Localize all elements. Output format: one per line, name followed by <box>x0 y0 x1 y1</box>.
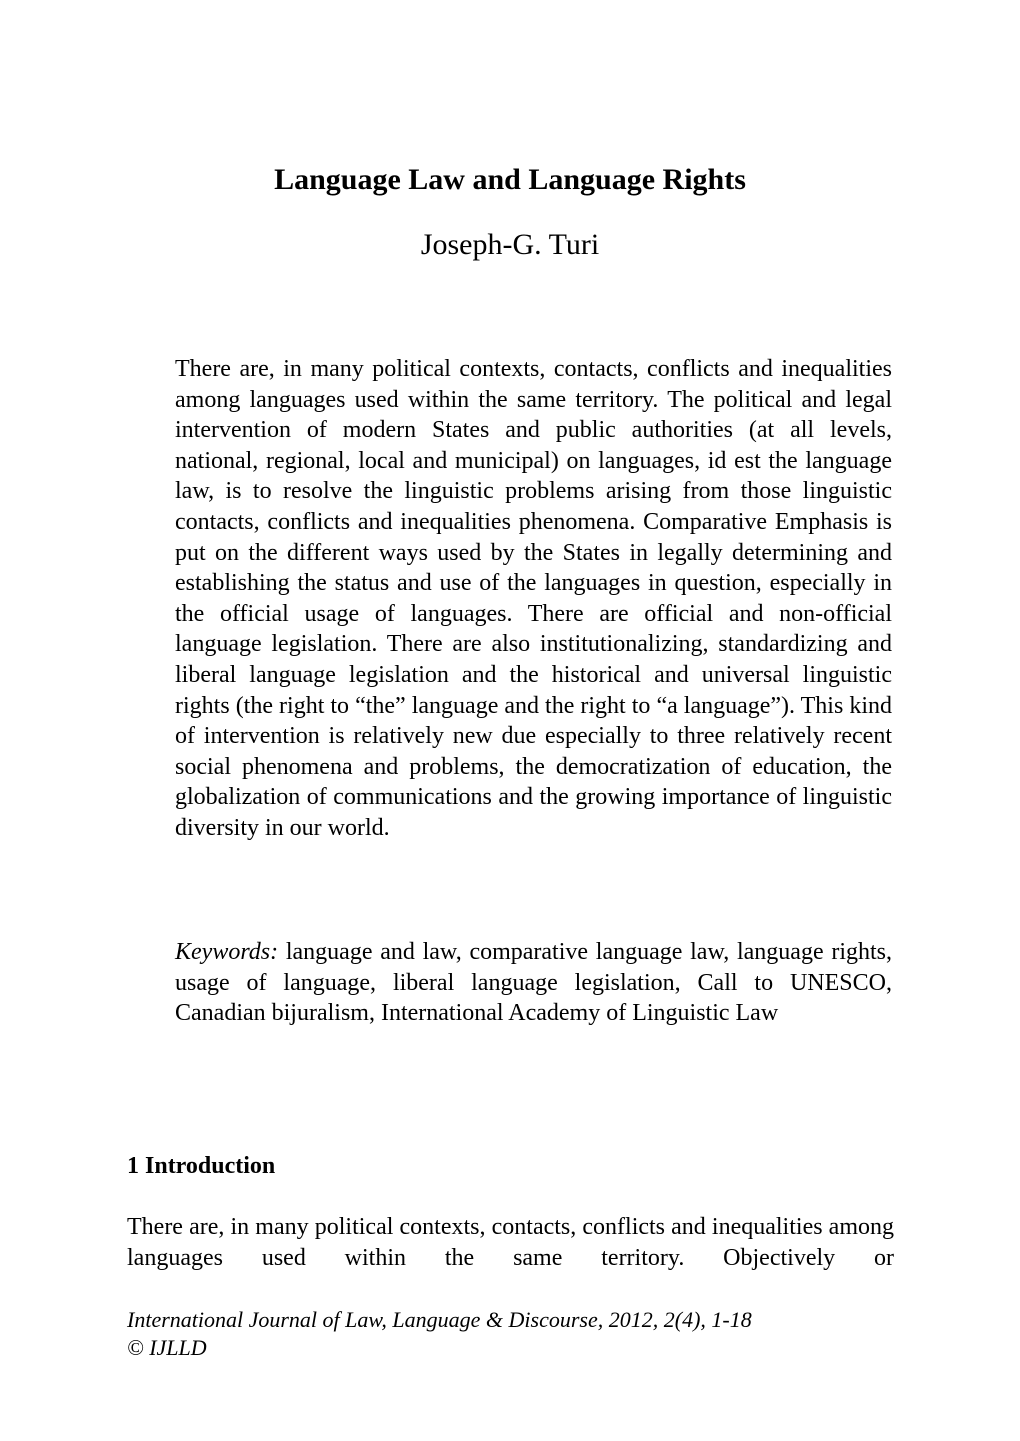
section-heading-introduction: 1 Introduction <box>127 1153 276 1179</box>
keywords-paragraph <box>175 937 892 1029</box>
introduction-paragraph: There are, in many political contexts, contacts, conflicts and inequalities among languages used within the same territory. Objectively or <box>127 1214 894 1271</box>
article-author: Joseph-G. Turi <box>420 228 600 261</box>
journal-citation: International Journal of Law, Language & Discourse, 2012, 2(4), 1-18 <box>127 1307 752 1332</box>
page-footer <box>127 1306 907 1362</box>
copyright-notice: © IJLLD <box>127 1335 207 1360</box>
keywords-text: language and law, comparative language law, language rights, usage of language, liberal language legislation, Call to UNESCO, Canadian bijuralism, International Academy of Linguistic Law <box>175 939 893 1027</box>
abstract-paragraph: There are, in many political contexts, contacts, conflicts and inequalities among languages used within the same territory. The political and legal intervention of modern States and public authorities (at all levels, national, regional, local and municipal) on languages, id est the language law, is to resolve the linguistic problems arising from those linguistic contacts, conflicts and inequalities phenomena. Comparative Emphasis is put on the different ways used by the States in legally determining and establishing the status and use of the languages in question, especially in the official usage of languages. There are official and non-official language legislation. There are also institutionalizing, standardizing and liberal language legislation and the historical and universal linguistic rights (the right to “the” language and the right to “a language”). This kind of intervention is relatively new due especially to three relatively recent social phenomena and problems, the democratization of education, the globalization of communications and the growing importance of linguistic diversity in our world. <box>175 356 892 841</box>
article-title: Language Law and Language Rights <box>274 163 746 196</box>
keywords-label: Keywords: <box>175 939 279 965</box>
